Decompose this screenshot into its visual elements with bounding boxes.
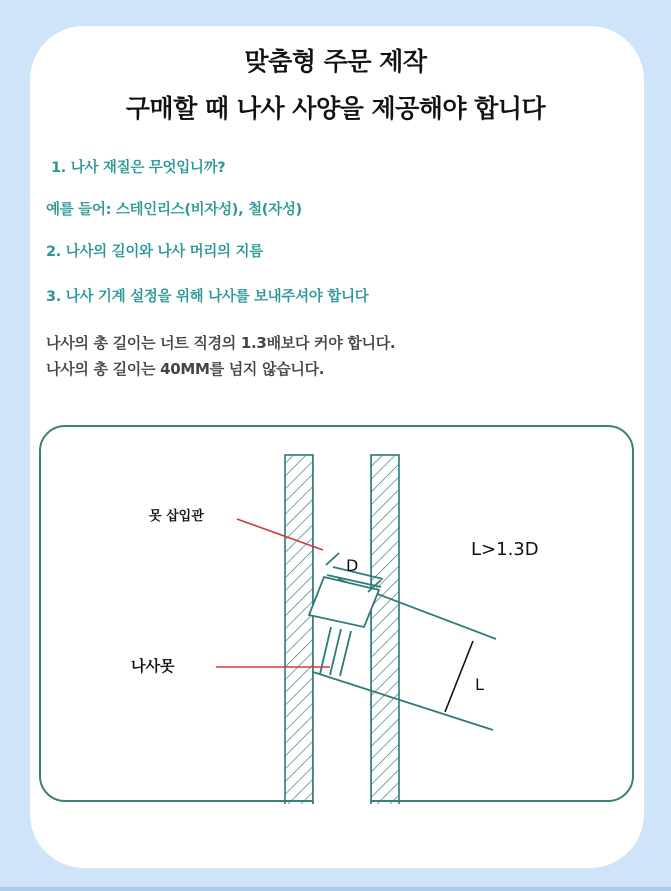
diagram-frame: [39, 425, 634, 802]
note-max-length: 나사의 총 길이는 40MM를 넘지 않습니다.: [46, 360, 325, 378]
spec-item-length: 2. 나사의 길이와 나사 머리의 지름: [46, 244, 263, 260]
spec-item-material: 1. 나사 재질은 무엇입니까?: [51, 160, 226, 176]
label-tube: 못 삽입관: [149, 509, 204, 524]
screw-diagram: [41, 427, 636, 804]
label-length: L: [475, 675, 484, 694]
label-diameter: D: [346, 556, 359, 575]
page-title: 맞춤형 주문 제작: [244, 47, 427, 76]
bottom-border: [0, 887, 671, 891]
note-length-ratio: 나사의 총 길이는 너트 직경의 1.3배보다 커야 합니다.: [46, 334, 396, 352]
tube-bore: [313, 455, 371, 804]
page-subtitle: 구매할 때 나사 사양을 제공해야 합니다: [125, 94, 546, 123]
spec-item-material-example: 예를 들어: 스테인리스(비자성), 철(자성): [46, 202, 302, 218]
tube-right-wall: [371, 455, 399, 804]
formula-text: L>1.3D: [471, 539, 539, 560]
spec-item-sample: 3. 나사 기계 설정을 위해 나사를 보내주셔야 합니다: [46, 289, 369, 305]
label-screw: 나사못: [131, 657, 175, 675]
tube-left-wall: [285, 455, 313, 804]
